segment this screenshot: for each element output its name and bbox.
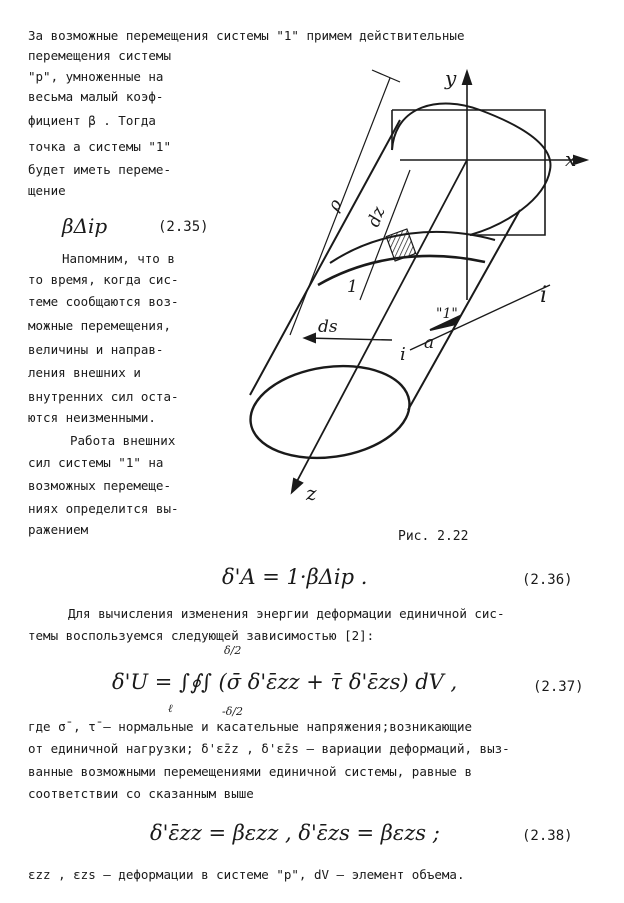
figure-caption: Рис. 2.22	[398, 529, 469, 544]
paragraph-line: возможных перемеще-	[28, 478, 171, 493]
paragraph-line: ления внешних и	[28, 365, 141, 380]
paragraph-line: ванные возможными перемещениями единичной системы, равные в	[28, 764, 473, 779]
equation-2-36: δ'A = 1·βΔip .	[222, 565, 368, 589]
paragraph-line: соответствии со сказанным выше	[28, 786, 254, 801]
paragraph-line: от единичной нагрузки; δ'ε̄zz , δ'ε̄zs – вариации деформаций, выз-	[28, 741, 510, 756]
paragraph-line: Для вычисления изменения энергии деформации единичной сис-	[68, 606, 505, 621]
label-one-quoted: "1"	[436, 306, 458, 322]
label-rho: ρ	[324, 195, 347, 215]
paragraph-line: будет иметь переме-	[28, 162, 171, 177]
paragraph-line: Работа внешних	[70, 433, 176, 448]
label-z: z	[306, 481, 317, 505]
equation-2-35: βΔip	[62, 214, 108, 238]
paragraph-line: сил системы "1" на	[28, 455, 164, 470]
equation-number: (2.35)	[158, 219, 209, 235]
paragraph-line: теме сообщаются воз-	[28, 294, 179, 309]
label-i-bottom: i	[400, 344, 406, 365]
label-x: x	[565, 147, 577, 171]
paragraph-line: весьма малый коэф-	[28, 89, 164, 104]
paragraph-line: где σ̄ , τ̄ – нормальные и касательные напряжения;возникающие	[28, 719, 473, 734]
label-y: y	[445, 66, 457, 90]
cylinder-edge-top	[250, 120, 400, 395]
paragraph-line: перемещения системы	[28, 48, 171, 63]
equation-2-37: δ'U = ∫∮∫ (σ̄ δ'ε̄zz + τ̄ δ'ε̄zs) dV ,	[112, 670, 458, 694]
paragraph-line: ниях определится вы-	[28, 501, 179, 516]
paragraph-line: ражением	[28, 522, 89, 537]
integral-upper-limit: δ/2	[224, 644, 242, 657]
section-line-2	[318, 256, 485, 285]
equation-number: (2.38)	[522, 828, 573, 844]
paragraph-line: "p", умноженные на	[28, 69, 164, 84]
label-a: a	[424, 333, 435, 353]
label-one: 1	[347, 277, 358, 297]
equation-2-38: δ'ε̄zz = βεzz , δ'ε̄zs = βεzs ;	[150, 821, 440, 845]
cylinder-figure	[230, 55, 610, 505]
near-ellipse	[245, 356, 416, 467]
label-ds: ds	[318, 317, 338, 337]
paragraph-line: точка a системы "1"	[28, 139, 171, 154]
paragraph-line: темы воспользуемся следующей зависимостью [2]:	[28, 628, 375, 643]
paragraph-line: Напомним, что в	[62, 251, 175, 266]
paragraph-line: ются неизменными.	[28, 410, 156, 425]
integral-lower-limit: -δ/2	[222, 705, 244, 718]
label-dz: dz	[363, 204, 390, 230]
paragraph-line: щение	[28, 183, 66, 198]
equation-number: (2.37)	[533, 679, 584, 695]
equation-number: (2.36)	[522, 572, 573, 588]
paragraph-line: можные перемещения,	[28, 318, 171, 333]
paragraph-line: εzz , εzs – деформации в системе "p", dV – элемент объема.	[28, 867, 465, 882]
integral-left-limit: ℓ	[168, 702, 173, 715]
paragraph-line: внутренних сил оста-	[28, 389, 179, 404]
label-i-top: i	[540, 283, 548, 308]
paragraph-line: фициент β . Тогда	[28, 113, 156, 128]
paragraph-line: величины и направ-	[28, 342, 164, 357]
far-ellipse	[392, 103, 550, 235]
paragraph-line: то время, когда сис-	[28, 272, 179, 287]
paragraph-line: За возможные перемещения системы "1" примем действительные	[28, 28, 465, 43]
